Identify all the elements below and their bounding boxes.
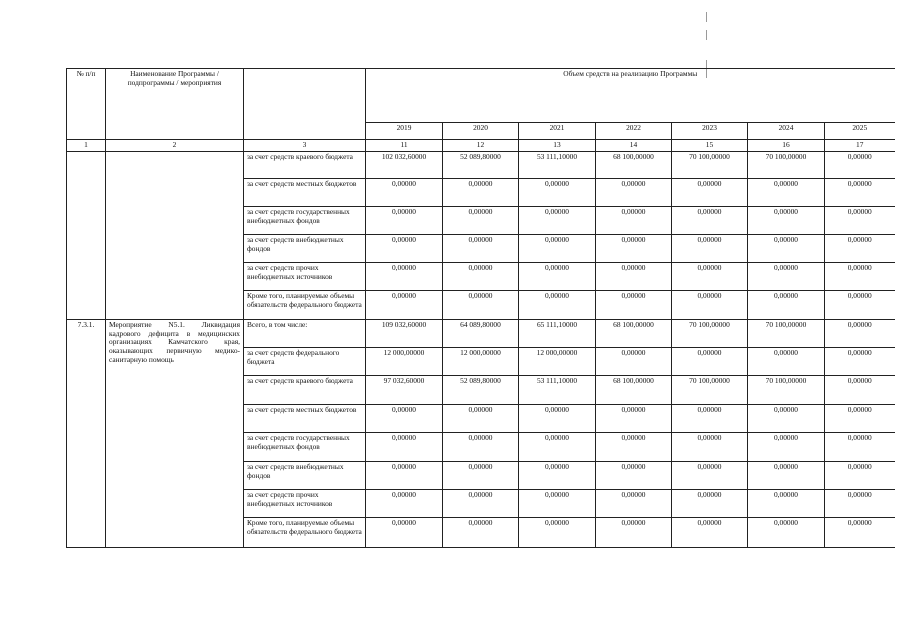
column-index: 12 [443,140,519,152]
amount-cell: 0,00000 [519,518,596,548]
amount-cell: 0,00000 [825,152,895,179]
amount-cell: 0,00000 [672,291,748,320]
amount-cell: 0,00000 [443,462,519,490]
amount-cell: 0,00000 [366,518,443,548]
event-name: Мероприятие N5.1. Ликвидация кадрового дефицита в медицинских организациях Камчатского края, оказывающих первичную медико-санитарную помощь [106,320,244,548]
column-index: 3 [244,140,366,152]
funding-source: за счет средств прочих внебюджетных источников [244,490,366,518]
amount-cell: 0,00000 [596,518,672,548]
amount-cell: 0,00000 [366,291,443,320]
header-program-name: Наименование Программы / подпрограммы / мероприятия [106,69,244,140]
amount-cell: 0,00000 [748,348,825,376]
amount-cell: 0,00000 [748,518,825,548]
column-index: 15 [672,140,748,152]
amount-cell: 0,00000 [519,179,596,207]
amount-cell: 53 111,10000 [519,376,596,405]
amount-cell: 0,00000 [596,207,672,235]
amount-cell: 0,00000 [825,291,895,320]
amount-cell: 0,00000 [672,179,748,207]
amount-cell: 0,00000 [366,235,443,263]
funding-source: за счет средств краевого бюджета [244,152,366,179]
amount-cell: 0,00000 [748,291,825,320]
amount-cell: 70 100,00000 [672,320,748,348]
amount-cell: 12 000,00000 [366,348,443,376]
amount-cell: 0,00000 [825,490,895,518]
amount-cell: 109 032,60000 [366,320,443,348]
amount-cell: 0,00000 [748,490,825,518]
amount-cell: 52 089,80000 [443,376,519,405]
amount-cell: 0,00000 [519,263,596,291]
amount-cell: 0,00000 [443,263,519,291]
amount-cell: 102 032,60000 [366,152,443,179]
amount-cell: 0,00000 [825,320,895,348]
funding-source: за счет средств внебюджетных фондов [244,462,366,490]
column-index: 17 [825,140,895,152]
amount-cell: 0,00000 [519,433,596,462]
amount-cell: 0,00000 [443,207,519,235]
amount-cell: 0,00000 [596,291,672,320]
amount-cell: 65 111,10000 [519,320,596,348]
amount-cell: 0,00000 [748,462,825,490]
amount-cell: 0,00000 [519,235,596,263]
funding-source: за счет средств местных бюджетов [244,179,366,207]
amount-cell: 0,00000 [443,179,519,207]
header-number: № п/п [67,69,106,140]
amount-cell: 0,00000 [672,462,748,490]
amount-cell: 0,00000 [748,263,825,291]
amount-cell: 0,00000 [366,490,443,518]
funding-source: за счет средств краевого бюджета [244,376,366,405]
amount-cell: 0,00000 [596,433,672,462]
header-source-blank [244,69,366,140]
amount-cell: 0,00000 [366,179,443,207]
program-budget-table [66,68,895,548]
header-volume: Объем средств на реализацию Программы [366,69,895,123]
amount-cell: 0,00000 [825,235,895,263]
header-year: 2023 [672,123,748,140]
header-year: 2025 [825,123,895,140]
amount-cell: 53 111,10000 [519,152,596,179]
amount-cell: 70 100,00000 [672,152,748,179]
scan-artifact-mark [706,12,707,22]
header-year: 2021 [519,123,596,140]
amount-cell: 0,00000 [672,490,748,518]
amount-cell: 97 032,60000 [366,376,443,405]
amount-cell: 68 100,00000 [596,152,672,179]
funding-source: за счет средств федерального бюджета [244,348,366,376]
amount-cell: 70 100,00000 [748,376,825,405]
amount-cell: 68 100,00000 [596,376,672,405]
amount-cell: 0,00000 [366,433,443,462]
funding-source: за счет средств местных бюджетов [244,405,366,433]
amount-cell: 12 000,00000 [519,348,596,376]
amount-cell: 0,00000 [443,235,519,263]
amount-cell: 0,00000 [748,433,825,462]
funding-source: за счет средств государственных внебюджетных фондов [244,433,366,462]
amount-cell: 0,00000 [825,376,895,405]
amount-cell: 0,00000 [825,433,895,462]
column-index-row [67,140,895,152]
scan-artifact-mark [706,30,707,40]
amount-cell: 0,00000 [366,405,443,433]
header-year: 2019 [366,123,443,140]
amount-cell: 0,00000 [519,462,596,490]
amount-cell: 0,00000 [748,405,825,433]
amount-cell: 12 000,00000 [443,348,519,376]
amount-cell: 0,00000 [519,207,596,235]
amount-cell: 0,00000 [443,405,519,433]
amount-cell: 0,00000 [596,405,672,433]
amount-cell: 0,00000 [672,348,748,376]
amount-cell: 0,00000 [596,179,672,207]
amount-cell: 0,00000 [519,490,596,518]
amount-cell: 70 100,00000 [672,376,748,405]
amount-cell: 0,00000 [825,348,895,376]
header-year: 2020 [443,123,519,140]
amount-cell: 0,00000 [443,490,519,518]
amount-cell: 0,00000 [519,291,596,320]
column-index: 2 [106,140,244,152]
funding-source: за счет средств внебюджетных фондов [244,235,366,263]
event-name [106,152,244,320]
amount-cell: 0,00000 [672,235,748,263]
amount-cell: 0,00000 [672,263,748,291]
amount-cell: 0,00000 [596,263,672,291]
funding-source: Кроме того, планируемые объемы обязательств федерального бюджета [244,291,366,320]
funding-source: за счет средств прочих внебюджетных источников [244,263,366,291]
amount-cell: 0,00000 [443,518,519,548]
amount-cell: 0,00000 [748,207,825,235]
column-index: 11 [366,140,443,152]
amount-cell: 0,00000 [672,207,748,235]
amount-cell: 68 100,00000 [596,320,672,348]
amount-cell: 0,00000 [596,462,672,490]
amount-cell: 0,00000 [519,405,596,433]
column-index: 16 [748,140,825,152]
amount-cell: 0,00000 [825,405,895,433]
column-index: 14 [596,140,672,152]
amount-cell: 0,00000 [443,433,519,462]
header-year: 2024 [748,123,825,140]
amount-cell: 0,00000 [748,235,825,263]
amount-cell: 0,00000 [366,207,443,235]
amount-cell: 0,00000 [366,263,443,291]
amount-cell: 0,00000 [596,348,672,376]
amount-cell: 64 089,80000 [443,320,519,348]
header-year: 2022 [596,123,672,140]
amount-cell: 70 100,00000 [748,152,825,179]
header-row [67,69,895,123]
amount-cell: 0,00000 [366,462,443,490]
amount-cell: 0,00000 [672,433,748,462]
amount-cell: 0,00000 [596,490,672,518]
column-index: 1 [67,140,106,152]
amount-cell: 0,00000 [596,235,672,263]
amount-cell: 0,00000 [825,462,895,490]
table-body [67,140,895,548]
amount-cell: 70 100,00000 [748,320,825,348]
column-index: 13 [519,140,596,152]
funding-source: Кроме того, планируемые объемы обязательств федерального бюджета [244,518,366,548]
amount-cell: 52 089,80000 [443,152,519,179]
amount-cell: 0,00000 [672,405,748,433]
row-number: 7.3.1. [67,320,106,548]
funding-source: за счет средств государственных внебюджетных фондов [244,207,366,235]
amount-cell: 0,00000 [672,518,748,548]
row-number [67,152,106,320]
amount-cell: 0,00000 [825,207,895,235]
funding-source: Всего, в том числе: [244,320,366,348]
amount-cell: 0,00000 [825,518,895,548]
amount-cell: 0,00000 [748,179,825,207]
amount-cell: 0,00000 [443,291,519,320]
amount-cell: 0,00000 [825,263,895,291]
amount-cell: 0,00000 [825,179,895,207]
table-row [67,320,895,348]
table-row [67,152,895,179]
